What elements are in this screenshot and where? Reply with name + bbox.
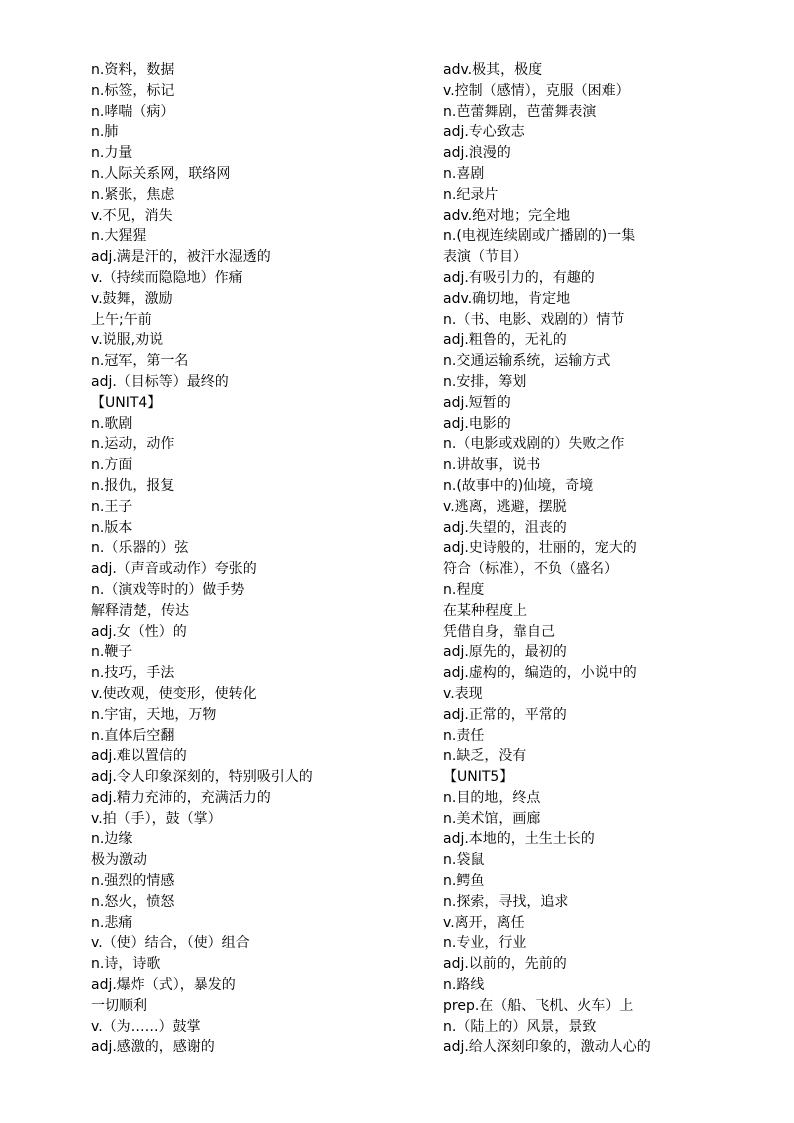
vocab-entry: n.鳄鱼: [443, 873, 485, 890]
vocab-entry: n.交通运输系统，运输方式: [443, 353, 611, 370]
vocab-entry: n.肺: [91, 124, 119, 141]
vocab-entry: n.纪录片: [443, 186, 499, 203]
vocab-entry: n.悲痛: [91, 914, 133, 931]
vocab-entry: n.程度: [443, 581, 485, 598]
vocab-entry: adj.感激的，感谢的: [91, 1039, 215, 1056]
vocab-entry: v.（为……）鼓掌: [91, 1018, 201, 1035]
vocab-entry: 解释清楚，传达: [91, 602, 189, 619]
vocab-entry: adj.精力充沛的，充满活力的: [91, 789, 271, 806]
vocab-entry: n.讲故事，说书: [443, 457, 541, 474]
vocab-entry: n.(故事中的)仙境，奇境: [443, 477, 594, 494]
vocab-entry: v.逃离，逃避，摆脱: [443, 498, 567, 515]
vocab-entry: n.宇宙，天地，万物: [91, 706, 217, 723]
vocab-entry: n.缺乏，没有: [443, 748, 527, 765]
vocab-entry: n.(电视连续剧或广播剧的)一集: [443, 228, 636, 245]
vocab-entry: n.运动，动作: [91, 436, 175, 453]
vocab-entry: 【UNIT4】: [91, 394, 162, 411]
vocab-entry: v.控制（感情），克服（困难）: [443, 82, 630, 99]
vocab-entry: adj.浪漫的: [443, 145, 511, 162]
vocab-entry: n.报仇，报复: [91, 477, 175, 494]
vocab-entry: v.拍（手），鼓（掌）: [91, 810, 222, 827]
vocab-entry: n.袋鼠: [443, 852, 485, 869]
vocab-entry: 符合（标准），不负（盛名）: [443, 561, 618, 578]
vocab-entry: adj.以前的，先前的: [443, 956, 567, 973]
vocab-entry: n.美术馆，画廊: [443, 810, 541, 827]
vocab-entry: v.使改观，使变形，使转化: [91, 685, 257, 702]
vocab-entry: 极为激动: [91, 852, 147, 869]
vocab-entry: v.（持续而隐隐地）作痛: [91, 269, 243, 286]
vocab-entry: n.喜剧: [443, 165, 485, 182]
vocab-entry: adj.失望的，沮丧的: [443, 519, 567, 536]
vocab-entry: n.人际关系网，联络网: [91, 165, 231, 182]
vocab-entry: v.（使）结合，（使）组合: [91, 935, 250, 952]
vocab-entry: n.（电影或戏剧的）失败之作: [443, 436, 625, 453]
vocab-entry: n.怒火，愤怒: [91, 893, 175, 910]
vocab-entry: adj.虚构的，编造的，小说中的: [443, 665, 637, 682]
vocab-entry: n.力量: [91, 145, 133, 162]
vocab-entry: adj.专心致志: [443, 124, 525, 141]
vocab-entry: 一切顺利: [91, 997, 147, 1014]
vocab-entry: adj.满是汗的，被汗水湿透的: [91, 249, 271, 266]
vocab-entry: n.安排，筹划: [443, 373, 527, 390]
vocab-entry: n.边缘: [91, 831, 133, 848]
vocab-entry: n.技巧，手法: [91, 665, 175, 682]
vocab-entry: v.不见，消失: [91, 207, 173, 224]
vocab-entry: v.说服,劝说: [91, 332, 164, 349]
left-vocab-column: [91, 60, 431, 1058]
vocab-entry: adj.本地的，土生土长的: [443, 831, 595, 848]
vocab-entry: adj.电影的: [443, 415, 511, 432]
vocab-entry: n.责任: [443, 727, 485, 744]
vocab-entry: v.表现: [443, 685, 483, 702]
right-vocab-column: [443, 60, 788, 1058]
vocab-entry: adj.（目标等）最终的: [91, 373, 229, 390]
vocab-entry: adj.给人深刻印象的，激动人心的: [443, 1039, 651, 1056]
vocab-entry: 凭借自身，靠自己: [443, 623, 555, 640]
vocab-entry: n.资料，数据: [91, 62, 175, 78]
vocab-entry: n.芭蕾舞剧，芭蕾舞表演: [443, 103, 597, 120]
vocab-entry: adj.原先的，最初的: [443, 644, 567, 661]
vocab-entry: v.离开，离任: [443, 914, 525, 931]
vocab-entry: n.方面: [91, 457, 133, 474]
vocab-entry: n.专业，行业: [443, 935, 527, 952]
vocab-entry: n.歌剧: [91, 415, 133, 432]
vocab-entry: adv.绝对地；完全地: [443, 207, 571, 224]
vocab-entry: 【UNIT5】: [443, 769, 514, 786]
vocab-entry: n.冠军，第一名: [91, 353, 189, 370]
vocab-entry: adj.粗鲁的，无礼的: [443, 332, 567, 349]
vocab-entry: n.（演戏等时的）做手势: [91, 581, 245, 598]
vocab-entry: adv.确切地，肯定地: [443, 290, 571, 307]
vocab-entry: adj.史诗般的，壮丽的，宠大的: [443, 540, 637, 557]
vocab-entry: n.强烈的情感: [91, 873, 175, 890]
vocab-entry: adj.女（性）的: [91, 623, 187, 640]
vocab-entry: n.直体后空翻: [91, 727, 175, 744]
vocab-entry: n.哮喘（病）: [91, 103, 175, 120]
vocab-entry: v.鼓舞，激励: [91, 290, 173, 307]
vocab-entry: n.紧张，焦虑: [91, 186, 175, 203]
vocab-entry: n.版本: [91, 519, 133, 536]
vocab-entry: n.路线: [443, 977, 485, 994]
vocab-entry: n.（陆上的）风景，景致: [443, 1018, 597, 1035]
vocab-entry: n.（乐器的）弦: [91, 540, 189, 557]
vocab-entry: n.大猩猩: [91, 228, 147, 245]
vocab-entry: n.鞭子: [91, 644, 133, 661]
vocab-entry: n.探索，寻找，追求: [443, 893, 569, 910]
vocab-entry: adj.令人印象深刻的，特别吸引人的: [91, 769, 313, 786]
vocab-entry: adj.短暂的: [443, 394, 511, 411]
vocab-entry: n.目的地，终点: [443, 789, 541, 806]
vocab-entry: adj.爆炸（式），暴发的: [91, 977, 236, 994]
vocab-entry: 表演（节目）: [443, 249, 527, 266]
vocab-entry: adj.难以置信的: [91, 748, 187, 765]
vocab-entry: n.（书、电影、戏剧的）情节: [443, 311, 625, 328]
vocab-entry: adj.有吸引力的，有趣的: [443, 269, 595, 286]
vocab-entry: 在某种程度上: [443, 602, 527, 619]
vocab-entry: n.诗，诗歌: [91, 956, 161, 973]
vocab-entry: adj.（声音或动作）夸张的: [91, 561, 257, 578]
vocab-entry: adj.正常的，平常的: [443, 706, 567, 723]
vocab-entry: n.标签，标记: [91, 82, 175, 99]
vocab-entry: 上午;午前: [91, 311, 152, 328]
vocab-entry: adv.极其，极度: [443, 62, 543, 78]
vocab-entry: n.王子: [91, 498, 133, 515]
vocab-entry: prep.在（船、飞机、火车）上: [443, 997, 634, 1014]
